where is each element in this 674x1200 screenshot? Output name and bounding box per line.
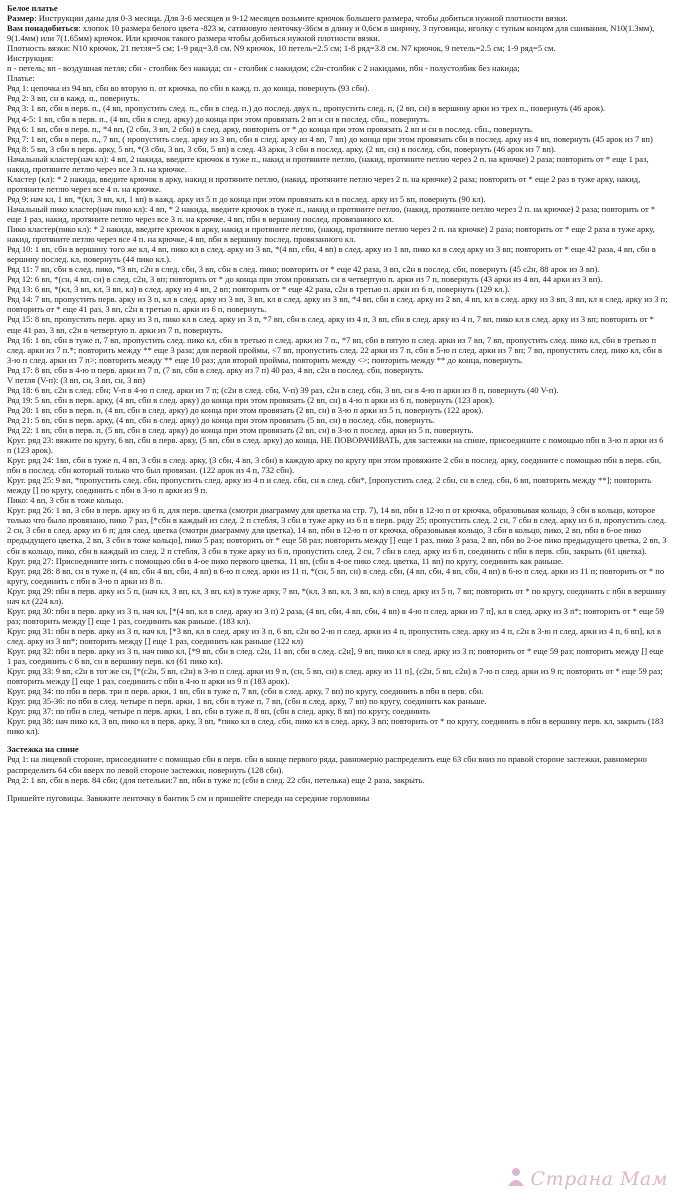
pattern-row: Ряд 3: 1 вп, сбн в перв. п., (4 вп, пропустить след. п., сбн в след. п.) до послед. двух п., пропустить след. п, (2 вп, сн) в вершину арки из трех п., повернуть (46 арок). xyxy=(7,103,606,114)
pattern-row: Ряд 9: нач кл, 1 вп, *(кл, 3 вп, кл, 1 вп) в кажд. арку из 5 п до конца при этом провязать кл в послед. арку из 5 вп, повернуть (90 кл). xyxy=(7,193,486,204)
pattern-row: V петля (V-п): (3 вп, сн, 3 вп, сн, 3 вп) xyxy=(7,374,145,385)
pattern-row: Круг. ряд 28: 8 вп, сн в туже п, (4 вп, сбн 4 вп, сбн, 4 вп) в 6-ю п след. арки из 11 п, *(сн, 5 вп, сн) в след. сбн, (4 вп, сбн, 4 вп, сбн, 4 вп) в 6-ю п след. арки из 11 п; повторить от * по кругу, соединить с пбн в 3-ю п арки из 8 п. xyxy=(7,565,665,586)
pattern-row: Пико кластер(пико кл): * 2 накида, введите крючок в арку, накид и протяните петлю, (накид, протяните петлю через 2 п. на крючке) 2 раза; повторить от * еще 2 раза в туже арку, накид, протяните петлю через все 4 п. на крючке, 4 вп, пбн в вершину послед. провязанного кл. xyxy=(7,224,655,245)
document xyxy=(7,3,669,803)
pattern-row: Круг. ряд 37: по пбн в след. четыре п перв. арки, 1 вп, сбн в туже п, 8 вп, (сбн в след. арку, 8 вп) по кругу, соединить xyxy=(7,706,430,717)
pattern-row: Ряд 11: 7 вп, сбн в след. пико, *3 вп, с2н в след. сбн, 3 вп, сбн в след. пико; повторить от * еще 42 раза, 3 вп, с2н в послед. сбн, повернуть (45 с2н, 88 арок из 3 вп). xyxy=(7,264,600,275)
pattern-row: Круг. ряд 24: 1вп, сбн в туже п, 4 вп, 3 сбн в след. арку, (3 сбн, 4 вп, 3 сбн) в каждую арку по кругу при этом провяжите 2 сбн в послед. арку, соедините с помощью пбн в перв. сбн, пбн в послед. сбн который только что был провязан. (122 арок из 4 п, 732 сбн). xyxy=(7,455,662,476)
size-text: : Инструкции даны для 0-3 месяца. Для 3-6 месяцев и 9-12 месяцев возьмите крючок большего размера, чтобы добиться нужной плотности вязки. xyxy=(34,13,568,24)
pattern-row: Ряд 12: 6 вп, *(сн, 4 вп, сн) в след. с2н, 3 вп; повторить от * до конца при этом провязать сн в четвертую п. арки из 7 п, повернуть (43 арки из 4 вп, 44 арки из 3 вп). xyxy=(7,274,603,285)
instructions-heading: Инструкция: xyxy=(7,53,54,64)
pattern-row: Круг. ряд 32: пбн в перв. арку из 3 п, нач пико кл, [*9 вп, сбн в след. с2н, 11 вп, сбн в след. с2н], 9 вп, пико кл в след. арку из 3 п; повторить от * еще 59 раз; повторить между [] еще 1 раз, соединить с 6 вп, сн в вершину перв. кл (61 пико кл). xyxy=(7,646,664,667)
pattern-row: Ряд 7: 1 вп, сбн в перв. п., 7 вп, ( пропустить след. арку из 3 вп, сбн в след. арку из 4 вп, 7 вп) до конца при этом провязать сбн в послед. арку из 4 вп, повернуть (45 арок из 7 вп) xyxy=(7,133,653,144)
pattern-row: Ряд 21: 5 вп, сбн в перв. арку, (4 вп, сбн в след. арку) до конца при этом провязать (5 вп, сн) в послед. сбн, повернуть. xyxy=(7,414,435,425)
pattern-row: Круг. ряд 29: пбн в перв. арку из 5 п, (нач кл, 3 вп, кл, 3 вп, кл) в туже арку, 7 вп, *(кл, 3 вп, кл, 3 вп, кл) в след. арку из 5 п, 7 вп; повторить от * по кругу, соединить с пбн в вершину нач кл (224 кл). xyxy=(7,585,667,606)
pattern-row: Круг. ряд 25: 9 вп, *пропустить след. сбн, пропустить след. арку из 4 п и след. сбн, сн в след. сбн*, [пропустить след. 2 сбн, сн в след. сбн, 6 вп, повторить между **]; повторить между [] по кругу, соединить с пбн в 3-ю п арки из 9 п. xyxy=(7,475,652,496)
pattern-row: Кластер (кл): * 2 накида, введите крючок в арку, накид и протяните петлю, (накид, протяните петлю через 2 п. на крючке) 2 раза; повторить от * еще 2 раз в туже арку, накид, протяните петлю через все 4 п. на крючке. xyxy=(7,173,641,194)
pattern-row: Начальный пико кластер(нач пико кл): 4 вп, * 2 накида, введите крючок в туже п., накид и протяните петлю, (накид, протяните петлю через 2 п. на крючке) 2 раза; повторить от * еще 1 раз, накид, протяните петлю через все 3 п. на крючке, 4 вп, пбн в вершину послед. провязанного кл. xyxy=(7,203,656,224)
materials-text: : хлопок 10 размера белого цвета -823 м, сатиновую ленточку-36см в длину и 0,6см в ширину, 3 пуговицы, иголку с тупым концом для сшивания, N10(1.3мм), 9(1.4мм) или 7(1.65мм) крючок. Или крючок такого размера чтобы добиться нужной плотности вязки. xyxy=(7,23,655,44)
pattern-row: Круг. ряд 35-36: по пбн в след. четыре п перв. арки, 1 вп, сбн в туже п, 7 вп, (сбн в след. арку, 7 вп) по кругу, соединить как раньше. xyxy=(7,696,487,707)
watermark-text: Страна Мам xyxy=(530,1167,668,1190)
pattern-row: Круг. ряд 31: пбн в перв. арку из 3 п, нач кл, [*3 вп, кл в след. арку из 3 п, 6 вп, с2н во 2-ю п след. арки из 4 п, пропустить след. арку из 4 п, с2н в 3-ю п след. арки из 4 п, 6 вп], кл в след. арку из 3 вп*; повторить между [] еще 1 раз, соединить как раньше (122 кл) xyxy=(7,625,661,646)
pattern-row: Ряд 10: 1 вп, сбн в вершину того же кл, 4 вп, пико кл в след. арку из 3 вп, *(4 вп, сбн, 4 вп) в след. арку из 1 вп, пико кл в след арку из 3 вп; повторить от * еще 42 раза, 4 вп, сбн в вершину послед. кл, повернуть (44 пико кл.). xyxy=(7,244,656,265)
pattern-row: Круг. ряд 34: по пбн в перв. три п перв. арки, 1 вп, сбн в туже п, 7 вп, (сбн в след. арку, 7 вп) по кругу, соединить в пбн в перв. сбн. xyxy=(7,686,484,697)
finishing-paragraph: Пришейте пуговицы. Завяжите ленточку в бантик 5 см и пришейте спереди на середине горловины xyxy=(7,792,370,803)
closure-row: Ряд 1: на лицевой стороне, присоедините с помощью сбн в перв. сбн в конце первого ряда, равномерно распределить еще 63 сбн вниз по правой стороне застежки, равномерно распределить 64 сбн вверх по левой стороне застежки, повернуть (128 сбн). xyxy=(7,754,647,775)
pattern-row: Начальный кластер(нач кл): 4 вп, 2 накида, введите крючок в туже п., накид и протяните петлю, (накид, протяните петлю через 2 п. на крючке) 2 раза; повторить от * еще 1 раз, накид, протяните петлю через все 3 п. на крючке. xyxy=(7,153,649,174)
pattern-row: Ряд 6: 1 вп, сбн в перв. п., *4 вп, (2 сбн, 3 вп, 2 сбн) в след. арку, повторить от * до конца при этом провязать 2 вп и сн в послед. сбн., повернуть. xyxy=(7,123,534,134)
pattern-row: Ряд 20: 1 вп, сбн в перв. п, (4 вп, сбн в след. арку) до конца при этом провязать (2 вп, сн) в 3-ю п арки из 5 п, повернуть (122 арок). xyxy=(7,404,484,415)
pattern-row: Круг. ряд 26: 1 вп, 3 сбн в перв. арку из 6 п, для перв. цветка (смотри диаграмму для цветка на стр. 7), 14 вп, пбн в 12-ю п от крючка, образовывая кольцо, 3 сбн в кольцо, которое только что было провязано, пико 7 раз, [*сбн в каждый из след. 2 п стебля, 3 сбн в туже арку из 6 п в перв. ряду 25; пропустить след. 2 сн, 7 сбн в след. арку из 6 п, пропустить след. 2 сн, 3 сбн в след. арку из 6 п; для след. цветка (смотри диаграмму для цветка), 14 вп, пбн в 12-ю п от крючка, образовывая кольцо, 3 сбн в кольцо, пико, 2 вп, пбн в 6-ое пико предыдущего цветка, 2 вп, 3 сбн в тоже кольцо], пико 5 раз; повторить от * еще 58 раз; повторить между [] еще 1 раз, пико 3 раза, 2 вп, пбн во 2-ое пико предыдущего цветка, 2 вп, 3 сбн в кольцо, пико, сбн в каждый из след. 2 п стебля, 3 сбн в туже арку из 6 п, пропустить след. 2 сн, 7 сбн в след. арку из 6 п, соединить с пбн в перв. сбн, закрыть (61 цветка). xyxy=(7,505,667,556)
pattern-row: Ряд 2: 3 вп, сн в кажд. п., повернуть. xyxy=(7,93,140,104)
abbreviations-paragraph: п - петель; вп - воздушная петля; сбн - столбик без накида; сн - столбик с накидом; с2н-столбик с 2 накидами, пбн - полустолбик без накида; xyxy=(7,63,520,74)
pattern-row: Круг. ряд 38: нач пико кл, 3 вп, пико кл в перв. арку, 3 вп, *пико кл в след. сбн, пико кл в след. арку, 3 вп; повторить от * по кругу, соединить в пбн в вершину перв. кл, закрыть (183 пико кл). xyxy=(7,716,664,737)
pattern-row: Ряд 19: 5 вп, сбн в перв. арку, (4 вп, сбн в след. арку) до конца при этом провязать (2 вп, сн) в 4-ю п арки из 6 п, повернуть (123 арок). xyxy=(7,394,495,405)
back-closure-rows xyxy=(7,754,669,784)
pattern-row: Ряд 15: 8 вп, пропустить перв. арку из 3 п, пико кл в след. арку из 3 п, *7 вп, сбн в след. арку из 4 п, 3 вп, сбн в след. арку из 4 п, 7 вп, пико кл в след. арку из 3 вп; повторить от * еще 41 раз, 3 вп, с2н в четвертую п. арки из 7 п, повернуть. xyxy=(7,314,654,335)
document-title: Белое платье xyxy=(7,3,58,13)
gauge-paragraph: Плотность вязки: N10 крючок, 21 петля=5 см; 1-9 ряд=3.8 см. N9 крючок, 10 петель=2.5 см; 1-8 ряд=3.8 см. N7 крючок, 9 петель=2.5 см; 1-9 ряд=5 см. xyxy=(7,43,556,54)
materials-label: Вам понадобиться xyxy=(7,23,79,34)
back-closure-heading: Застежка на спине xyxy=(7,744,79,755)
pattern-row: Круг. ряд 33: 9 вп, с2н в тот же сн, [*(с2н, 5 вп, с2н) в 3-ю п след. арки из 9 п, (сн, 5 вп, сн) в след. арку из 11 п], (с2н, 5 вп, с2н) в 7-ю п след. арки из 9 п; повторить от * еще 59 раз; повторить между [] еще 1 раз, соединить с пбн в 4-ю п арки из 9 п (183 арок). xyxy=(7,666,663,687)
pattern-row: Ряд 14: 7 вп, пропустить перв. арку из 3 п, кл в след. арку из 3 вп, 3 вп, кл в след. арку из 3 вп, *4 вп, сбн в след. арку из 2 вп, 4 вп, кл в след. арку из 3 вп, 3 вп, кл в след. арку из 3 п; повторить от * еще 41 раз, 3 вп, с2н в третью п. арки из 6 п, повернуть. xyxy=(7,294,668,315)
pattern-row: Ряд 18: 6 вп, с2н в след. сбн; V-п в 4-ю п след. арки из 7 п; (с2н в след. сбн, V-п) 39 раз, с2н в след. сбн, 3 вп, сн в 4-ю п арки из 8 п, повернуть (40 V-п). xyxy=(7,384,559,395)
pattern-row: Ряд 1: цепочка из 94 вп, сбн во вторую п. от крючка, по сбн в кажд. п. до конца, повернуть (93 сбн). xyxy=(7,83,370,94)
pattern-row: Ряд 13: 6 вп, *(кл, 3 вп, кл, 3 вп, кл) в след. арку из 4 вп, 2 вп; повторить от * еще 42 раза, с2н в третью п. арки из 6 п, повернуть (129 кл.). xyxy=(7,284,510,295)
strana-mam-logo-icon xyxy=(505,1165,527,1192)
pattern-row: Круг. ряд 30: пбн в перв. арку из 3 п, нач кл, [*(4 вп, кл в след. арку из 3 п) 2 раза, (4 вп, сбн, 4 вп, сбн, 4 вп) в 4-ю п след. арки из 7 п], кл в след. арку из 3 п*; повторить от * еще 59 раз; повторить между [] еще 1 раз, соединить как раньше. (183 кл). xyxy=(7,605,664,626)
pattern-row: Ряд 22: 1 вп, сбн в перв. п, (5 вп, сбн в след. арку) до конца при этом провязать (2 вп, сн) в 3-ю п послед. арки из 5 п, повернуть. xyxy=(7,424,474,435)
pattern-row: Круг. ряд 23: вяжите по кругу, 6 вп, сбн в перв. арку, (5 вп, сбн в след. арку) до конца, НЕ ПОВОРАЧИВАТЬ, для застежки на спине, присоедините с помощью пбн в 3-ю п арки из 6 п (123 арок). xyxy=(7,435,664,456)
pattern-row: Ряд 16: 1 вп, сбн в туже п, 7 вп, пропустить след. пико кл, сбн в третью п след. арки из 7 п., *7 вп, сбн в пятую п след. арки из 7 вп, 7 вп, пропустить след. пико кл, сбн в третью п след. арки из 7 п.*; повторить между ** еще 3 раза; для первой проймы, <7 вп, пропустить след. 22 арки из 7 п, сбн в 5-ю п след. арки из 7 вп; 7 вп, пропустить след. пико кл, сбн в 3-ю п след. арки из 7 п>; повторить между ** еще 10 раз; для второй проймы, повторить между <>; повторить между ** до конца, повернуть. xyxy=(7,334,663,365)
pattern-row: Круг. ряд 27: Присоедините нить с помощью сбн в 4-ое пико первого цветка, 11 вп, (сбн в 4-ое пико след. цветка, 11 вп) по кругу, соединить как раньше. xyxy=(7,555,564,566)
pattern-row: Ряд 17: 8 вп, сбн в 4-ю п перв. арки из 7 п, (7 вп, сбн в след. арку из 7 п) 40 раз, 4 вп, с2н в послед. сбн, повернуть. xyxy=(7,364,424,375)
dress-heading: Платье: xyxy=(7,73,35,84)
watermark xyxy=(505,1165,668,1192)
closure-row: Ряд 2: 1 вп, сбн в перв. 84 сбн; (для петельки:7 вп, пбн в туже п; (сбн в след. 22 сбн, петелька) еще 2 раза, закрыть. xyxy=(7,774,425,785)
size-label: Размер xyxy=(7,13,35,24)
pattern-row: Ряд 4-5: 1 вп, сбн в перв. п., (4 вп, сбн в след. арку) до конца при этом провязать 2 вп и сн в послед. сбн., повернуть. xyxy=(7,113,430,124)
materials-paragraph xyxy=(7,23,669,43)
size-paragraph xyxy=(7,13,669,23)
pattern-row: Пико: 4 вп, 3 сбн в тоже кольцо. xyxy=(7,495,124,506)
dress-rows xyxy=(7,83,669,736)
pattern-row: Ряд 8: 5 вп, 3 сбн в перв. арку, 5 вп, *(3 сбн, 3 вп, 3 сбн, 5 вп) в след. 43 арки, 3 сбн в послед. арку, (2 вп, сн) в послед. сбн, повернуть (46 арок из 7 вп). xyxy=(7,143,556,154)
